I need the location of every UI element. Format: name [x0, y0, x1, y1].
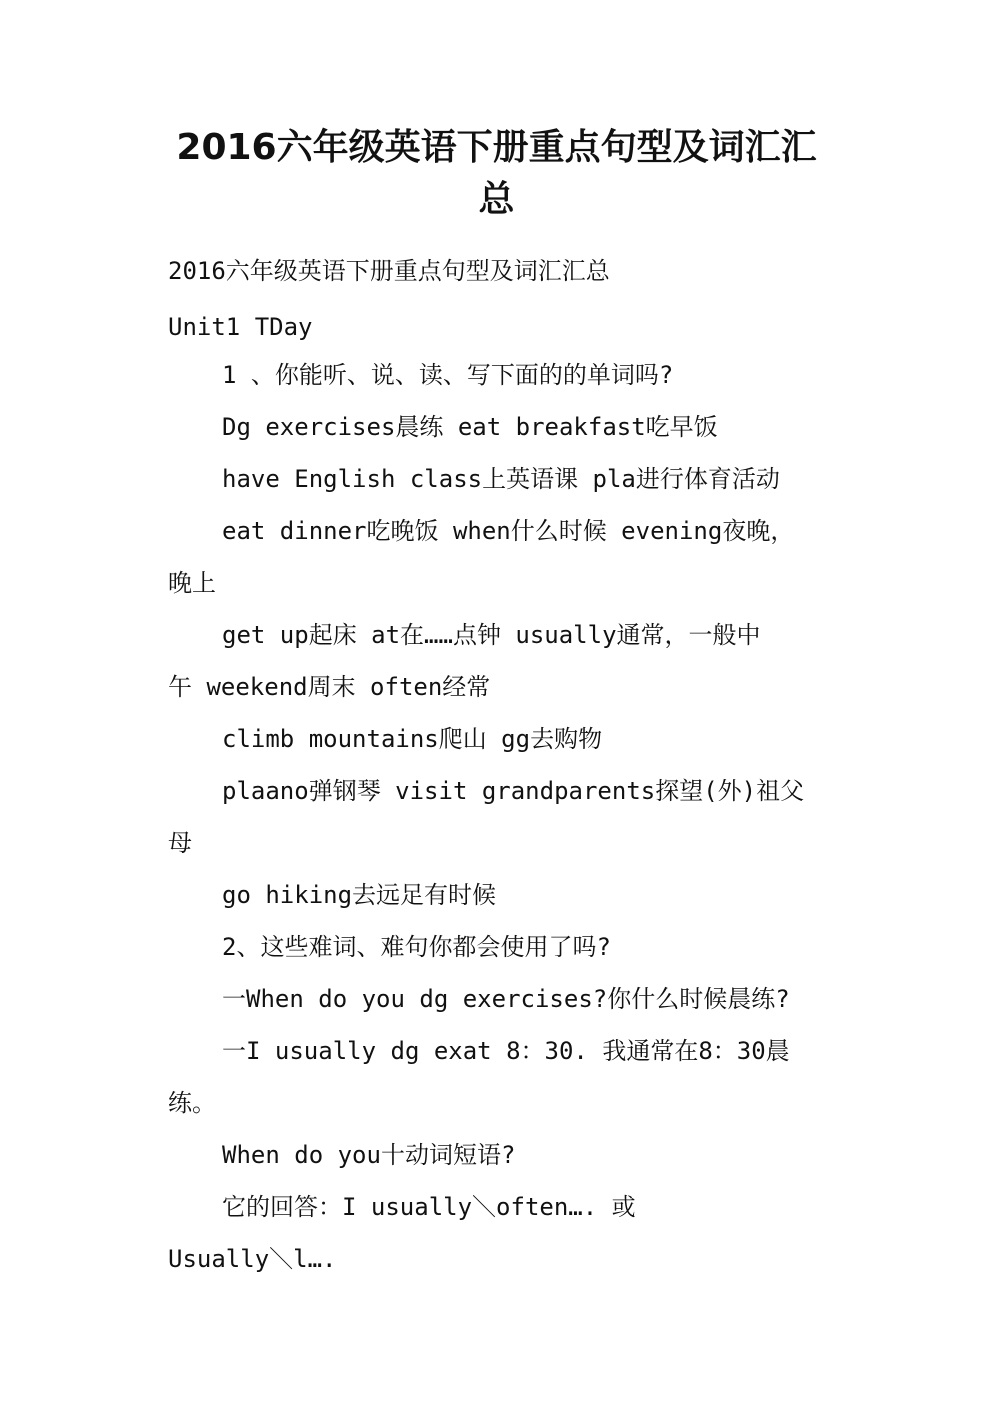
vocab-line-continued: 午 weekend周末 often经常 — [168, 673, 491, 701]
dialogue-line-continued: 练。 — [168, 1089, 216, 1117]
vocab-line: go hiking去远足有时候 — [222, 881, 497, 909]
document-title-line-1: 2016六年级英语下册重点句型及词汇汇 — [176, 127, 817, 168]
grammar-line-continued: Usually＼l…. — [168, 1245, 337, 1273]
vocab-line: Dg exercises晨练 eat breakfast吃早饭 — [222, 413, 718, 441]
vocab-line: plaano弹钢琴 visit grandparents探望(外)祖父 — [222, 777, 805, 805]
dialogue-line: 一When do you dg exercises?你什么时候晨练? — [222, 985, 790, 1013]
vocab-line: climb mountains爬山 gg去购物 — [222, 725, 603, 753]
vocab-line-continued: 母 — [168, 829, 192, 857]
vocab-line-continued: 晚上 — [168, 569, 216, 597]
section-heading-2: 2、这些难词、难句你都会使用了吗? — [222, 933, 611, 961]
vocab-line: have English class上英语课 pla进行体育活动 — [222, 465, 780, 493]
document-title-line-2: 总 — [478, 179, 515, 220]
grammar-line: 它的回答：I usually＼often…. 或 — [222, 1193, 636, 1221]
section-heading-1: 1 、你能听、说、读、写下面的的单词吗? — [222, 361, 674, 389]
body-line: 2016六年级英语下册重点句型及词汇汇总 — [168, 257, 610, 285]
unit-heading: Unit1 TDay — [168, 313, 313, 341]
grammar-line: When do you十动词短语? — [222, 1141, 516, 1169]
dialogue-line: 一I usually dg exat 8：30. 我通常在8：30晨 — [222, 1037, 790, 1065]
vocab-line: get up起床 at在……点钟 usually通常，一般中 — [222, 621, 761, 649]
vocab-line: eat dinner吃晚饭 when什么时候 evening夜晚， — [222, 517, 795, 545]
